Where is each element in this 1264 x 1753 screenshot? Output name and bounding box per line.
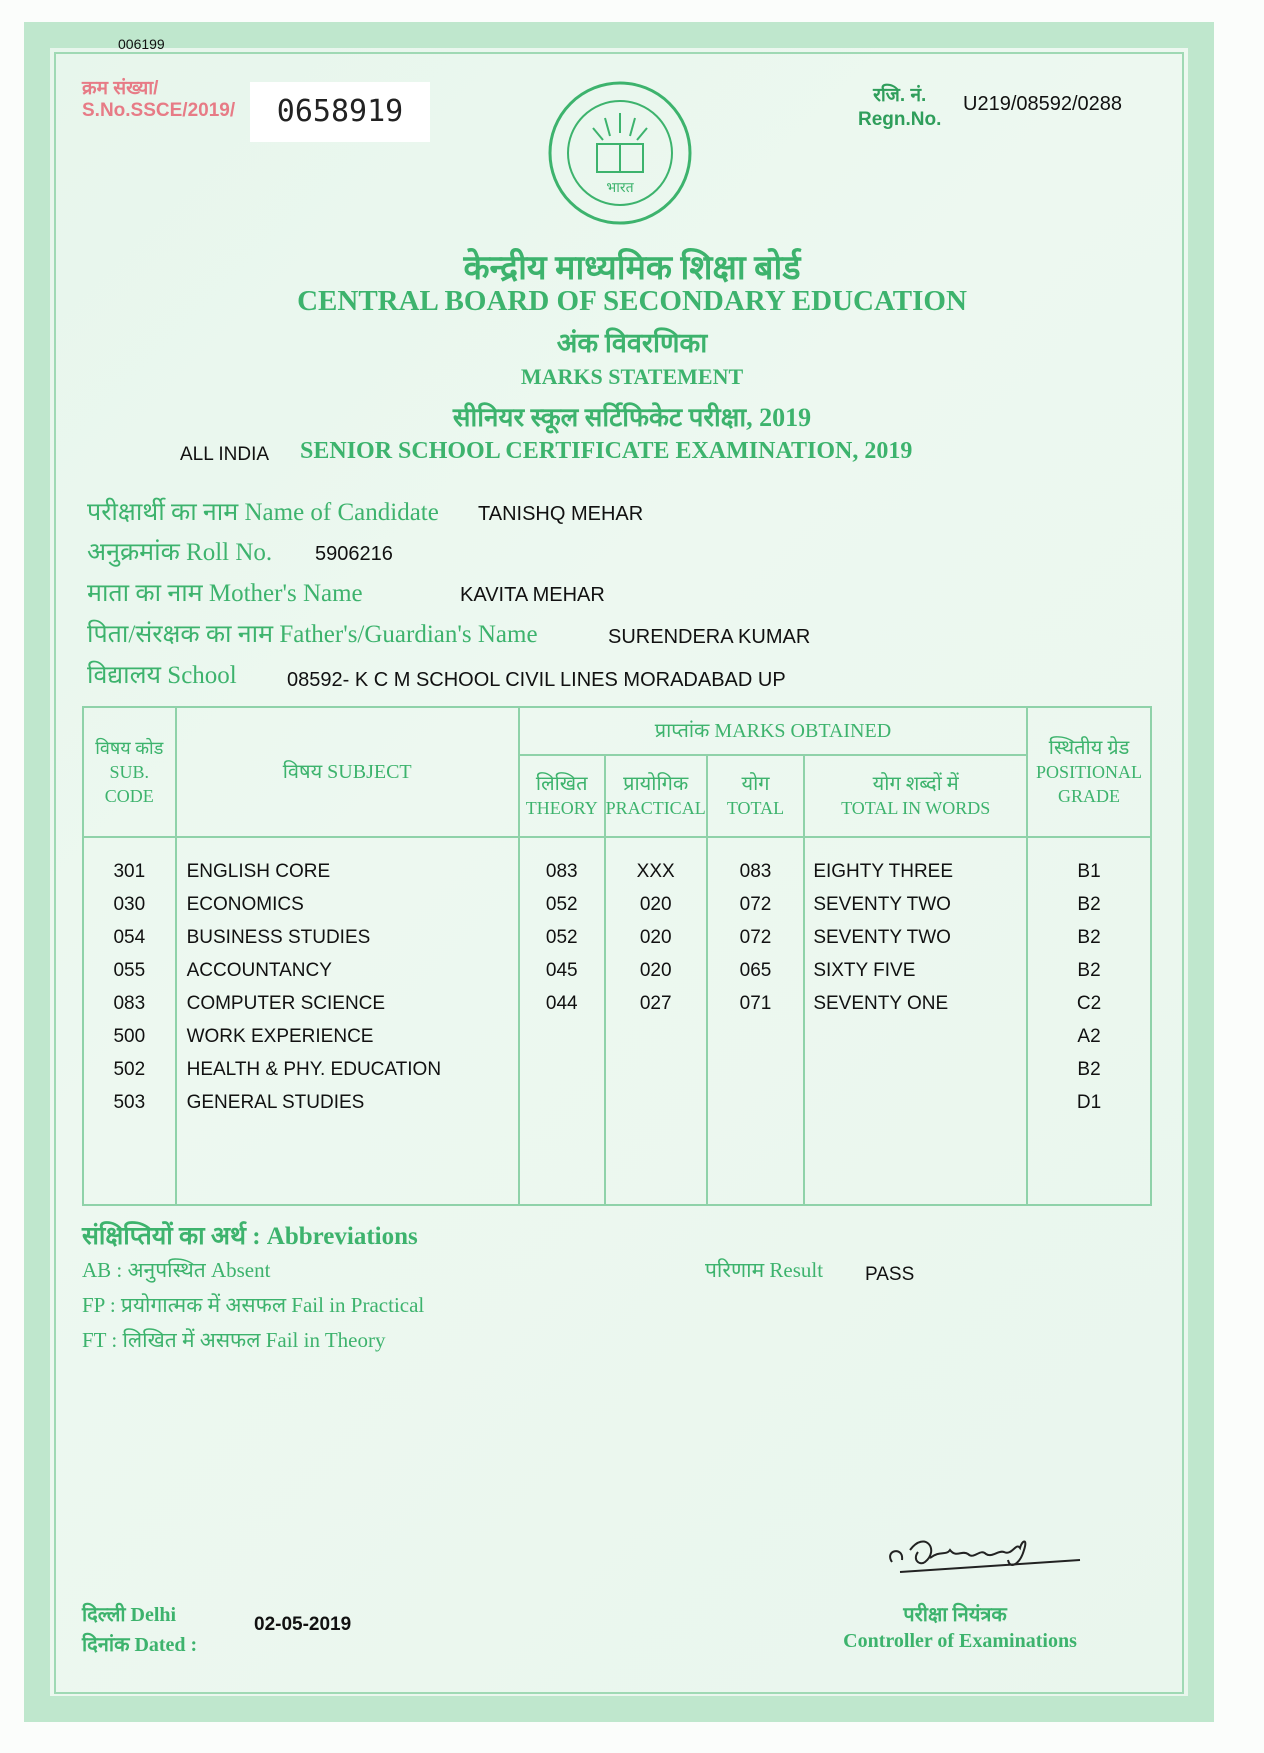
school-name: 08592- K C M SCHOOL CIVIL LINES MORADABAD UP xyxy=(287,669,786,691)
cell-words xyxy=(804,1048,1027,1081)
col-practical-hindi: प्रायोगिक xyxy=(623,772,689,795)
cell-practical: XXX xyxy=(605,837,707,883)
col-words-header xyxy=(804,755,1027,837)
doc-title-hindi: अंक विवरणिका xyxy=(556,328,708,358)
regn-number: U219/08592/0288 xyxy=(963,93,1123,115)
col-total-hindi: योग xyxy=(741,772,770,795)
cell-subject: ECONOMICS xyxy=(176,883,519,916)
col-code-header xyxy=(83,707,176,837)
dated-label: दिनांक Dated : xyxy=(82,1634,198,1656)
cell-theory: 083 xyxy=(519,837,605,883)
filler-cell xyxy=(83,1114,176,1205)
cell-theory xyxy=(519,1081,605,1114)
table-row xyxy=(83,1015,1151,1048)
cell-grade: B2 xyxy=(1027,1048,1151,1081)
cell-grade: A2 xyxy=(1027,1015,1151,1048)
cell-words: SEVENTY ONE xyxy=(804,982,1027,1015)
exam-scope: ALL INDIA xyxy=(180,444,270,465)
col-theory-header xyxy=(519,755,605,837)
col-words-en: TOTAL IN WORDS xyxy=(841,797,991,818)
cell-words xyxy=(804,1015,1027,1048)
doc-title: MARKS STATEMENT xyxy=(520,364,744,389)
cell-total xyxy=(707,1015,805,1048)
controller-signature xyxy=(880,1520,1090,1590)
mother-name-label: माता का नाम Mother's Name xyxy=(87,580,363,607)
exam-title-hindi: सीनियर स्कूल सर्टिफिकेट परीक्षा, 2019 xyxy=(452,403,812,432)
regn-label-english: Regn.No. xyxy=(858,109,942,130)
filler-cell xyxy=(519,1114,605,1205)
cell-practical: 020 xyxy=(605,916,707,949)
cell-words: EIGHTY THREE xyxy=(804,837,1027,883)
cell-subject: HEALTH & PHY. EDUCATION xyxy=(176,1048,519,1081)
board-title-hindi: केन्द्रीय माध्यमिक शिक्षा बोर्ड xyxy=(463,250,801,287)
cell-subject: ENGLISH CORE xyxy=(176,837,519,883)
cell-theory: 044 xyxy=(519,982,605,1015)
exam-title: SENIOR SCHOOL CERTIFICATE EXAMINATION, 2019 xyxy=(300,438,913,464)
cell-theory: 045 xyxy=(519,949,605,982)
cell-words: SEVENTY TWO xyxy=(804,883,1027,916)
father-name: SURENDERA KUMAR xyxy=(608,626,811,648)
place-label: दिल्ली Delhi xyxy=(82,1604,177,1626)
cell-total: 072 xyxy=(707,916,805,949)
cell-code: 055 xyxy=(83,949,176,982)
cell-code: 083 xyxy=(83,982,176,1015)
col-grade-positional: POSITIONAL xyxy=(1036,761,1143,782)
col-practical-header xyxy=(605,755,707,837)
cell-subject: ACCOUNTANCY xyxy=(176,949,519,982)
table-row xyxy=(83,883,1151,916)
cell-theory: 052 xyxy=(519,883,605,916)
serial-label-hindi: क्रम संख्या/ xyxy=(82,78,159,99)
table-row xyxy=(83,837,1151,883)
school-label: विद्यालय School xyxy=(87,662,237,689)
cell-words: SEVENTY TWO xyxy=(804,916,1027,949)
table-row xyxy=(83,982,1151,1015)
serial-label-english: S.No.SSCE/2019/ xyxy=(82,100,236,121)
serial-number-box xyxy=(250,82,430,142)
cell-total: 065 xyxy=(707,949,805,982)
serial-number: 0658919 xyxy=(276,94,404,129)
controller-title: Controller of Examinations xyxy=(843,1630,1077,1652)
col-grade-header xyxy=(1027,707,1151,837)
cell-code: 301 xyxy=(83,837,176,883)
col-theory-en: THEORY xyxy=(525,797,598,818)
cbse-emblem-icon xyxy=(545,78,695,228)
col-total-header xyxy=(707,755,805,837)
serial-label xyxy=(82,78,235,122)
emblem-text: भारत xyxy=(606,181,634,196)
col-theory-hindi: लिखित xyxy=(535,772,588,795)
controller-title-hindi: परीक्षा नियंत्रक xyxy=(903,1604,1007,1626)
filler-cell xyxy=(707,1114,805,1205)
cell-code: 502 xyxy=(83,1048,176,1081)
abbr-fail-practical: FP : प्रयोगात्मक में असफल Fail in Practical xyxy=(82,1293,425,1317)
abbr-absent: AB : अनुपस्थित Absent xyxy=(82,1258,271,1282)
candidate-name-label: परीक्षार्थी का नाम Name of Candidate xyxy=(87,499,439,526)
cell-total xyxy=(707,1081,805,1114)
board-title: CENTRAL BOARD OF SECONDARY EDUCATION xyxy=(297,285,967,317)
result-value: PASS xyxy=(865,1264,915,1285)
cell-grade: B2 xyxy=(1027,949,1151,982)
abbreviations-title-hindi: संक्षिप्तियों का अर्थ : xyxy=(82,1223,261,1250)
table-row xyxy=(83,1081,1151,1114)
abbr-fail-theory: FT : लिखित में असफल Fail in Theory xyxy=(82,1328,386,1352)
table-filler-row xyxy=(83,1114,1151,1205)
cell-practical xyxy=(605,1015,707,1048)
table-row xyxy=(83,916,1151,949)
roll-number: 5906216 xyxy=(315,543,393,565)
cell-practical: 020 xyxy=(605,883,707,916)
cell-theory: 052 xyxy=(519,916,605,949)
marks-body xyxy=(83,837,1151,1205)
cell-code: 500 xyxy=(83,1015,176,1048)
cell-grade: B2 xyxy=(1027,916,1151,949)
cell-grade: C2 xyxy=(1027,982,1151,1015)
filler-cell xyxy=(605,1114,707,1205)
cell-grade: B1 xyxy=(1027,837,1151,883)
cell-subject: BUSINESS STUDIES xyxy=(176,916,519,949)
cell-code: 030 xyxy=(83,883,176,916)
table-row xyxy=(83,949,1151,982)
cell-grade: D1 xyxy=(1027,1081,1151,1114)
filler-cell xyxy=(176,1114,519,1205)
regn-label-hindi: रजि. नं. xyxy=(873,85,927,106)
cell-total xyxy=(707,1048,805,1081)
col-subject-header: विषय SUBJECT xyxy=(176,707,519,837)
cell-grade: B2 xyxy=(1027,883,1151,916)
regn-label xyxy=(858,84,941,132)
mother-name: KAVITA MEHAR xyxy=(460,584,605,606)
cell-practical: 027 xyxy=(605,982,707,1015)
col-code-code: CODE xyxy=(104,785,154,806)
cell-words xyxy=(804,1081,1027,1114)
cell-theory xyxy=(519,1048,605,1081)
cell-practical: 020 xyxy=(605,949,707,982)
abbreviations-title-en: Abbreviations xyxy=(266,1223,418,1250)
cell-words: SIXTY FIVE xyxy=(804,949,1027,982)
filler-cell xyxy=(1027,1114,1151,1205)
cell-subject: WORK EXPERIENCE xyxy=(176,1015,519,1048)
abbreviations-title xyxy=(82,1218,418,1252)
top-serial: 006199 xyxy=(118,36,165,52)
col-code-sub: SUB. xyxy=(109,761,150,782)
cell-practical xyxy=(605,1048,707,1081)
filler-cell xyxy=(804,1114,1027,1205)
cell-total: 083 xyxy=(707,837,805,883)
issue-date: 02-05-2019 xyxy=(254,1614,352,1635)
col-grade-grade: GRADE xyxy=(1058,785,1121,806)
cell-practical xyxy=(605,1081,707,1114)
result-label: परिणाम Result xyxy=(705,1258,824,1282)
candidate-name: TANISHQ MEHAR xyxy=(478,503,644,525)
col-grade-hindi: स्थितीय ग्रेड xyxy=(1048,736,1130,759)
col-marks-header: प्राप्तांक MARKS OBTAINED xyxy=(519,707,1027,755)
father-name-label: पिता/संरक्षक का नाम Father's/Guardian's Name xyxy=(87,621,538,648)
marks-table xyxy=(82,706,1152,1206)
table-row xyxy=(83,1048,1151,1081)
cell-code: 054 xyxy=(83,916,176,949)
roll-label: अनुक्रमांक Roll No. xyxy=(87,539,273,566)
col-words-hindi: योग शब्दों में xyxy=(872,772,959,795)
cell-theory xyxy=(519,1015,605,1048)
cell-subject: COMPUTER SCIENCE xyxy=(176,982,519,1015)
col-practical-en: PRACTICAL xyxy=(605,797,706,818)
cell-total: 072 xyxy=(707,883,805,916)
cell-total: 071 xyxy=(707,982,805,1015)
cell-subject: GENERAL STUDIES xyxy=(176,1081,519,1114)
cell-code: 503 xyxy=(83,1081,176,1114)
col-code-hindi: विषय कोड xyxy=(95,737,164,758)
col-total-en: TOTAL xyxy=(726,797,785,818)
